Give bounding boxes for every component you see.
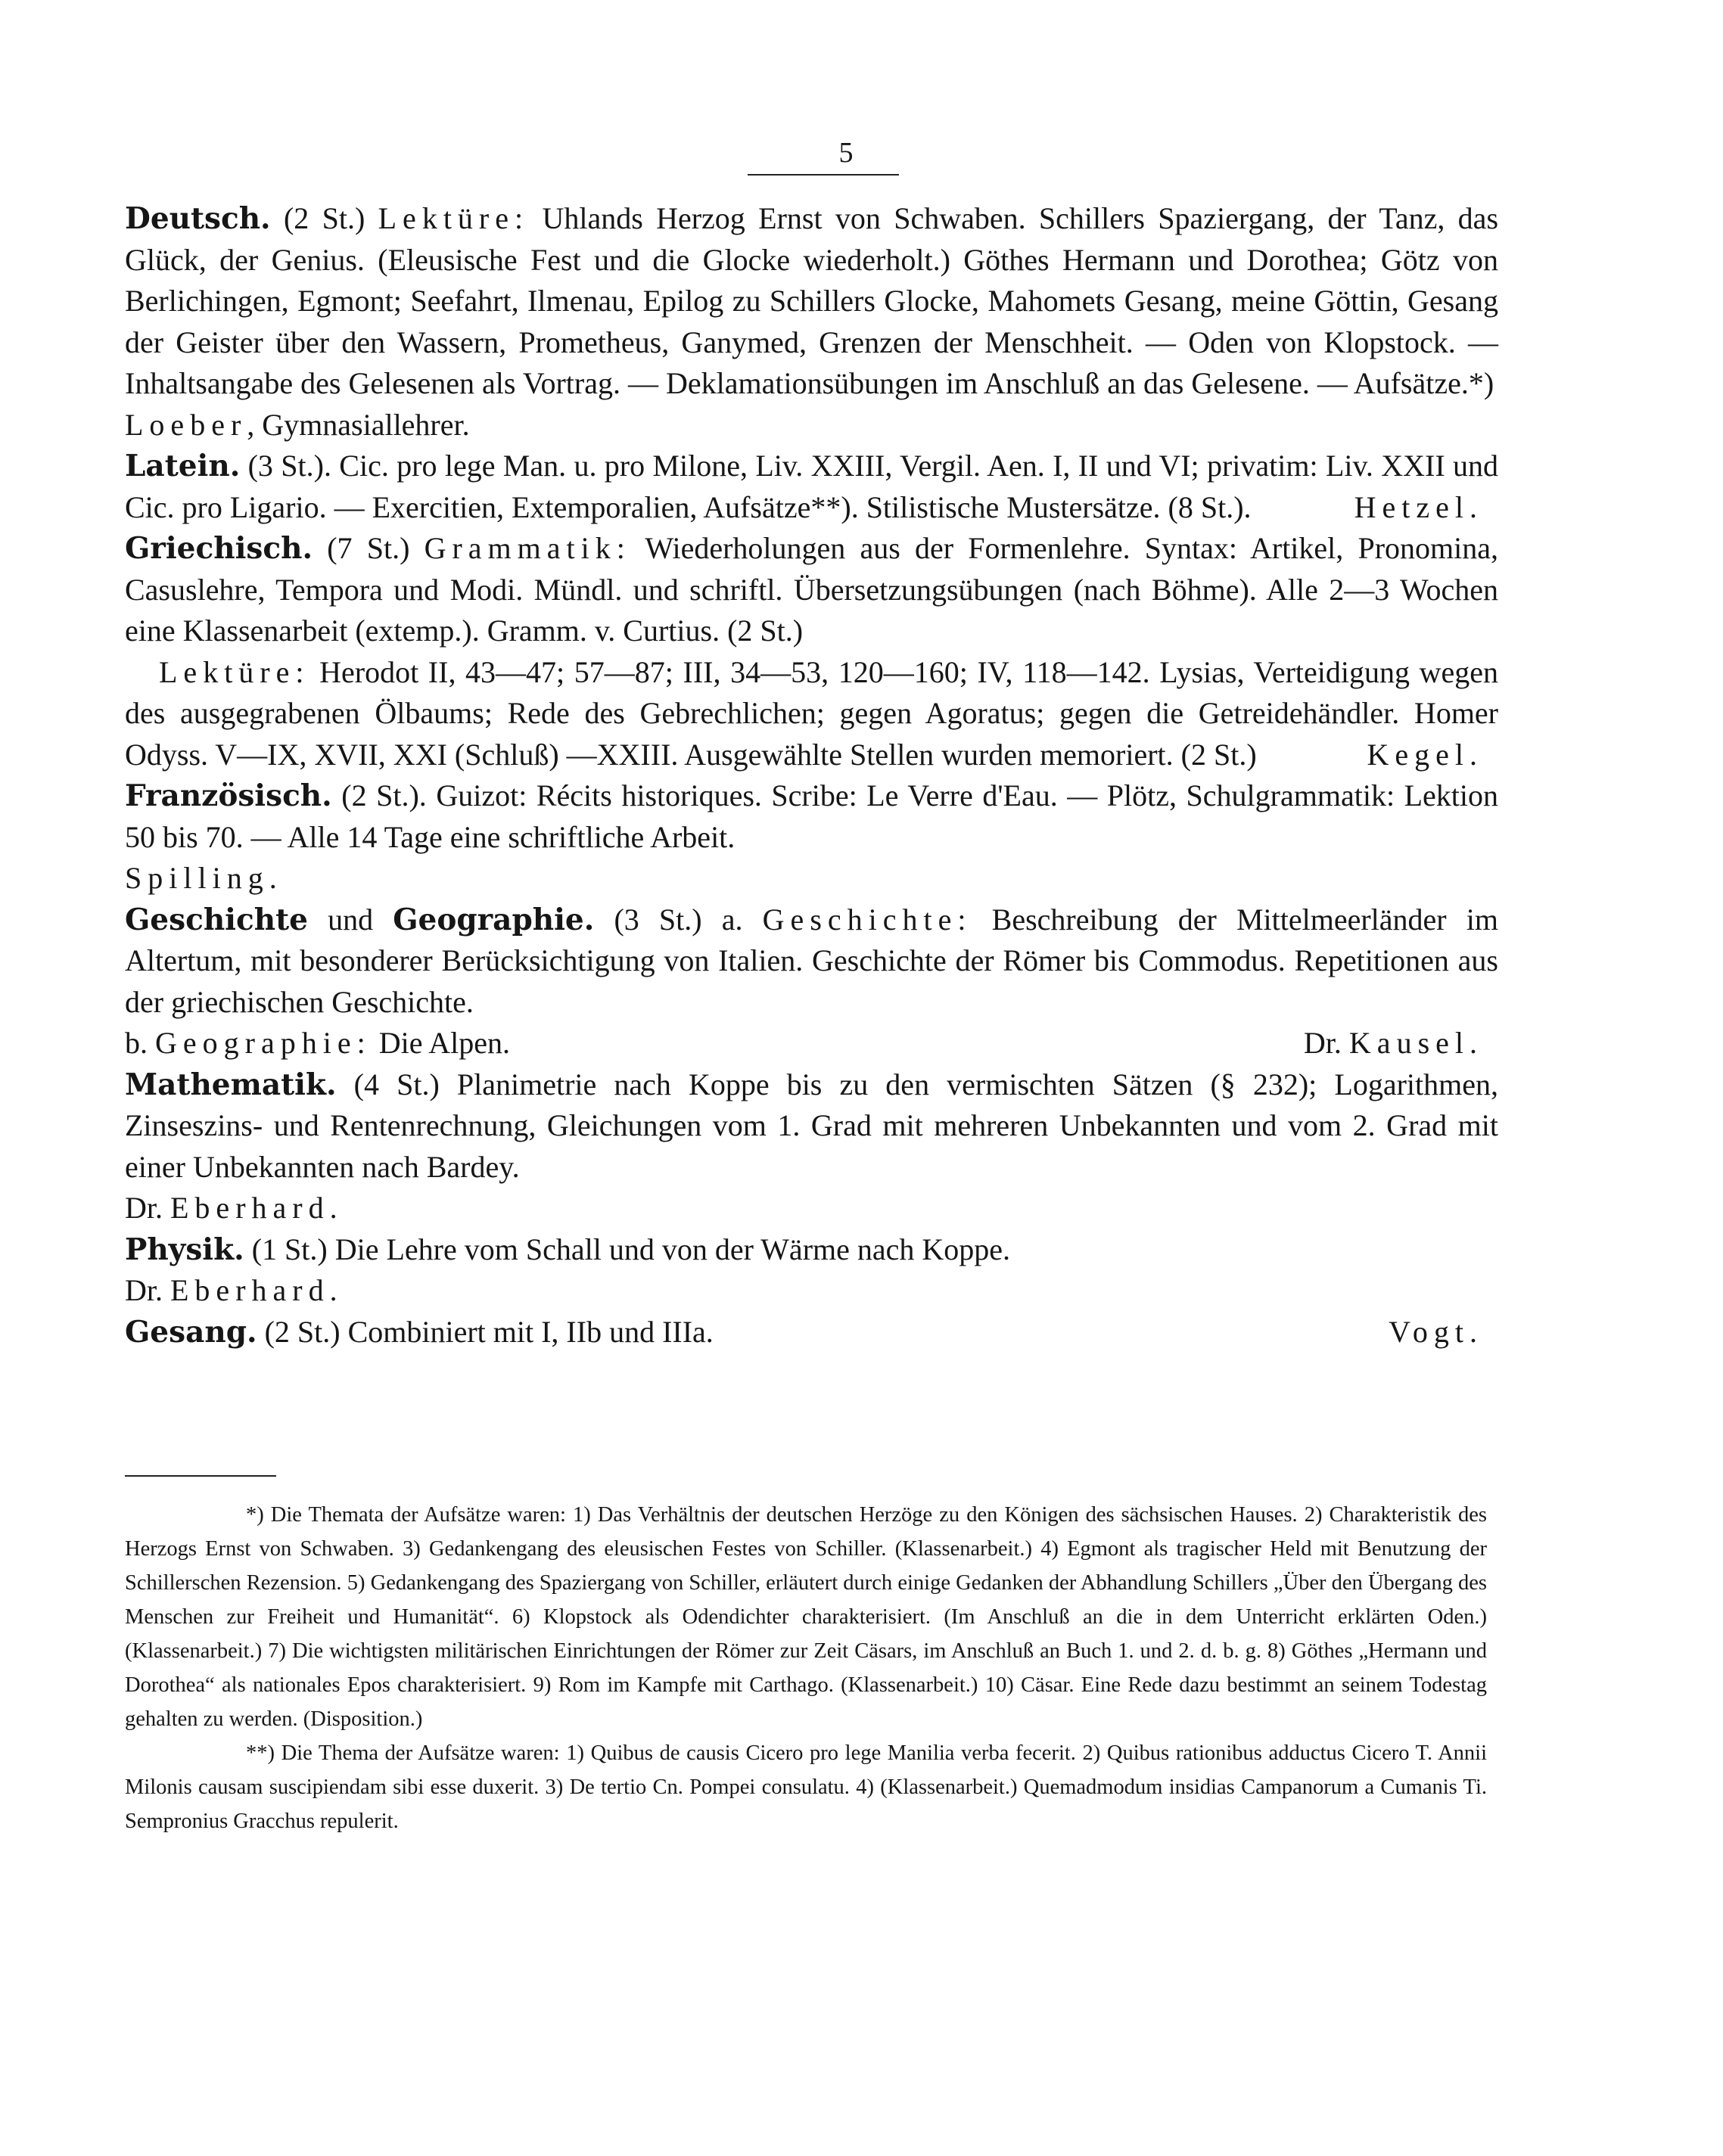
- keyword: Lektüre:: [159, 654, 310, 689]
- page-number: 5: [838, 137, 854, 169]
- section-text: Wiederholungen aus der Formenlehre. Syntax: Artikel, Pronomina, Casuslehre, Tempora und Modi. Mündl. und schriftl. Übersetzungsübungen (nach Böhme). Alle 2—3 Wochen eine Klassenarbeit (extemp.). Gramm. v. Curtius. (2 St.): [125, 531, 1499, 648]
- keyword: Geographie:: [155, 1026, 372, 1060]
- teacher-line: [1304, 1023, 1498, 1064]
- main-content: [125, 198, 1498, 1353]
- section-franzoesisch: [125, 775, 1498, 858]
- teacher-name: Vogt.: [1389, 1314, 1483, 1349]
- teacher-name: Eberhard.: [170, 1273, 344, 1307]
- teacher-name: Eberhard.: [170, 1191, 344, 1225]
- section-text: (3 St.) a.: [594, 902, 763, 937]
- section-text: b.: [125, 1026, 155, 1060]
- footnote-2: **) Die Thema der Aufsätze waren: 1) Quibus de causis Cicero pro lege Manilia verba fecerit. 2) Quibus rationibus adductus Cicero T. Annii Milonis causam suscipiendam sibi esse duxerit. 3) De tertio Cn. Pompei consulatu. 4) (Klassenarbeit.) Quemadmodum insidias Campanorum a Cumanis Ti. Sempronius Gracchus repulerit.: [125, 1741, 1487, 1833]
- subject-heading: Griechisch.: [125, 531, 313, 566]
- teacher-name: Hetzel.: [1354, 489, 1483, 524]
- subject-heading: Physik.: [125, 1232, 244, 1267]
- teacher-title: , Gymnasiallehrer.: [247, 407, 470, 442]
- section-text: (4 St.) Planimetrie nach Koppe bis zu den vermischten Sätzen (§ 232); Logarithmen, Zinseszins- und Rentenrechnung, Gleichungen vom 1. Grad mit mehreren Unbekannten und vom 2. Grad mit einer Unbekannten nach Bardey.: [125, 1067, 1498, 1184]
- section-griechisch: [125, 528, 1498, 652]
- keyword: Geschichte:: [762, 902, 972, 937]
- keyword: Grammatik:: [424, 531, 631, 565]
- section-text: (2 St.) Combiniert mit I, IIb und IIIa.: [257, 1314, 714, 1349]
- section-mathematik: [125, 1064, 1498, 1188]
- teacher-prefix: Dr.: [125, 1191, 170, 1225]
- subject-heading: Deutsch.: [125, 201, 271, 236]
- section-text: Beschreibung der Mittelmeerländer im Altertum, mit besonderer Berücksichtigung von Italien. Geschichte der Römer bis Commodus. Repetitionen aus der griechischen Geschichte.: [125, 902, 1498, 1019]
- section-text: und: [307, 902, 393, 937]
- teacher-name: Kausel.: [1348, 1026, 1483, 1060]
- section-geschichte: [125, 899, 1498, 1024]
- section-griechisch-lektuere: [125, 652, 1498, 776]
- subject-heading: Geschichte: [125, 902, 308, 937]
- section-text: (7 St.): [313, 531, 425, 565]
- subject-heading: Geographie.: [393, 902, 595, 937]
- footnote-rule: [125, 1475, 276, 1477]
- section-gesang: [125, 1312, 1498, 1353]
- teacher-line: [125, 405, 1498, 446]
- section-deutsch: [125, 198, 1498, 405]
- subject-heading: Mathematik.: [125, 1067, 337, 1102]
- section-text: Herodot II, 43—47; 57—87; III, 34—53, 120—160; IV, 118—142. Lysias, Verteidigung wegen des ausgegrabenen Ölbaums; Rede des Gebrechlichen; gegen Agoratus; gegen die Getreidehändler. Homer Odyss. V—IX, XVII, XXI (Schluß) —XXIII. Ausgewählte Stellen wurden memoriert. (2 St.): [125, 654, 1498, 772]
- teacher-line: [125, 1270, 1498, 1312]
- page-number-rule: [748, 174, 899, 176]
- subject-heading: Gesang.: [125, 1314, 257, 1350]
- teacher-name: Kegel.: [1367, 737, 1483, 772]
- footnote-1: *) Die Themata der Aufsätze waren: 1) Das Verhältnis der deutschen Herzöge zu den Königen des sächsischen Hauses. 2) Charakteristik des Herzogs Ernst von Schwaben. 3) Gedankengang des eleusischen Festes von Schiller. (Klassenarbeit.) 4) Egmont als tragischer Held mit Benutzung der Schillerschen Rezension. 5) Gedankengang des Spaziergang von Schiller, erläutert durch einige Gedanken der Abhandlung Schillers „Über den Übergang des Menschen zur Freiheit und Humanität“. 6) Klopstock als Odendichter charakterisiert. (Im Anschluß an die in dem Unterricht erklärten Oden.) (Klassenarbeit.) 7) Die wichtigsten militärischen Einrichtungen der Römer zur Zeit Cäsars, im Anschluß an Buch 1. und 2. d. b. g. 8) Göthes „Hermann und Dorothea“ als nationales Epos charakterisiert. 9) Rom im Kampfe mit Carthago. (Klassenarbeit.) 10) Cäsar. Eine Rede dazu bestimmt an seinem Todestag gehalten zu werden. (Disposition.): [125, 1503, 1487, 1731]
- section-latein: [125, 446, 1498, 528]
- section-text: (2 St.). Guizot: Récits historiques. Scribe: Le Verre d'Eau. — Plötz, Schulgrammatik: Lektion 50 bis 70. — Alle 14 Tage eine schriftliche Arbeit.: [125, 778, 1498, 854]
- section-text: (2 St.): [270, 201, 378, 235]
- keyword: Lektüre:: [378, 201, 530, 235]
- section-physik: [125, 1229, 1498, 1271]
- section-text: Uhlands Herzog Ernst von Schwaben. Schillers Spaziergang, der Tanz, das Glück, der Genius. (Eleusische Fest und die Glocke wiederholt.) Göthes Hermann und Dorothea; Götz von Berlichingen, Egmont; Seefahrt, Ilmenau, Epilog zu Schillers Glocke, Mahomets Gesang, meine Göttin, Gesang der Geister über den Wassern, Prometheus, Ganymed, Grenzen der Menschheit. — Oden von Klopstock. — Inhaltsangabe des Gelesenen als Vortrag. — Deklamationsübungen im Anschluß an das Gelesene. — Aufsätze.*): [125, 201, 1499, 400]
- teacher-name: Loeber: [125, 407, 247, 442]
- section-geographie: [125, 1023, 1498, 1064]
- subject-heading: Französisch.: [125, 778, 332, 813]
- section-text: Die Alpen.: [371, 1026, 511, 1060]
- subject-heading: Latein.: [125, 449, 241, 483]
- teacher-line: [125, 858, 1498, 899]
- teacher-prefix: Dr.: [1303, 1026, 1349, 1060]
- teacher-name: Spilling.: [125, 861, 283, 895]
- section-text: (1 St.) Die Lehre vom Schall und von der Wärme nach Koppe.: [244, 1232, 1011, 1266]
- section-text: (3 St.). Cic. pro lege Man. u. pro Milone, Liv. XXIII, Vergil. Aen. I, II und VI; privatim: Liv. XXII und Cic. pro Ligario. — Exercitien, Extemporalien, Aufsätze**). Stilistische Mustersätze. (8 St.).: [125, 449, 1498, 524]
- footnotes: [125, 1498, 1487, 1838]
- teacher-prefix: Dr.: [125, 1273, 170, 1307]
- teacher-line: [125, 1188, 1498, 1229]
